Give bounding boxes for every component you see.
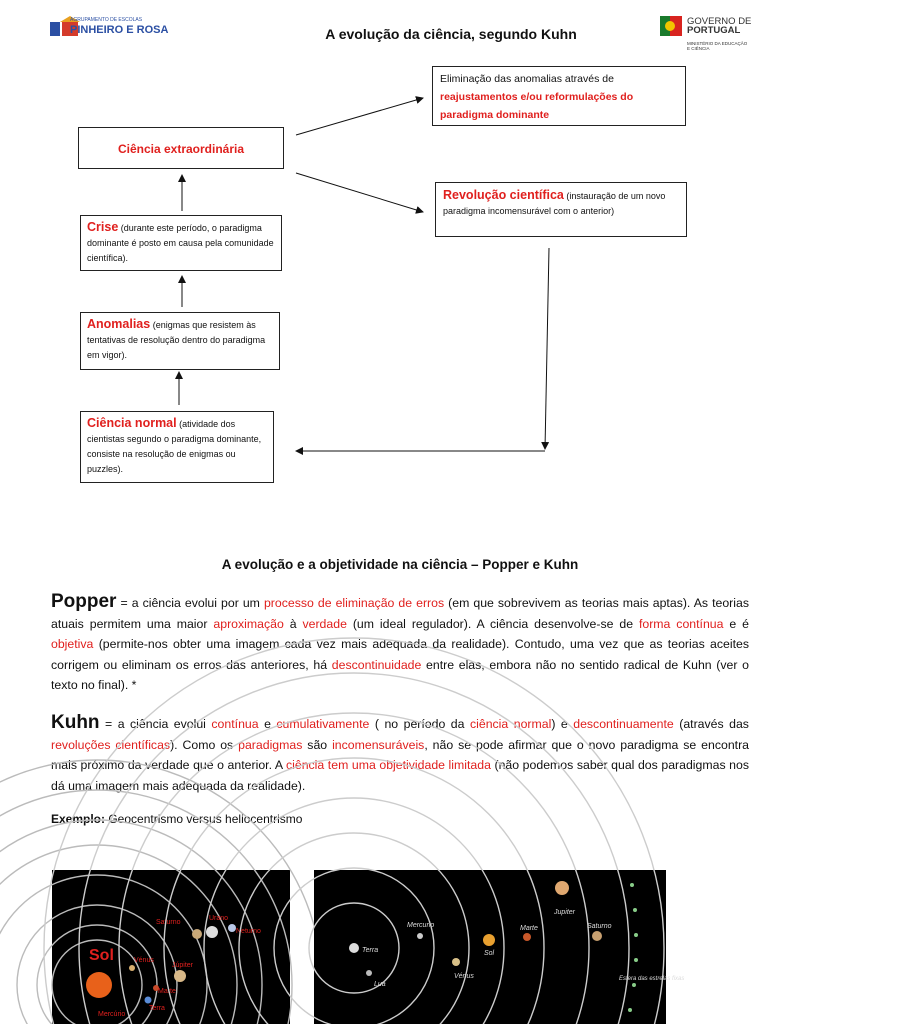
- kuhn-red-2: cumulativamente: [276, 717, 370, 731]
- kuhn-text-7: são: [302, 737, 333, 752]
- box-crise: [80, 215, 282, 271]
- venus-icon: [452, 958, 460, 966]
- popper-text-5: e é: [723, 616, 749, 631]
- label-mercurio-geo: Mercurio: [407, 922, 435, 929]
- box-ciencia-normal: [80, 411, 274, 483]
- popper-text-7: entre elas, embora não no sentido radical de Kuhn (ver o texto no final). *: [51, 657, 750, 692]
- kuhn-text-9: (não podemos saber qual dos paradigmas nos dá uma imagem mais adequada da realidade).: [51, 758, 750, 793]
- popper-red-6: descontinuidade: [331, 657, 422, 672]
- moon-icon: [366, 970, 372, 976]
- kuhn-red-1: contínua: [211, 717, 259, 731]
- planet-saturno-icon: [192, 929, 202, 939]
- popper-red-1: processo de eliminação de erros: [263, 596, 445, 610]
- gov-line1: GOVERNO DE: [687, 16, 752, 27]
- gov-sub1: MINISTÉRIO DA EDUCAÇÃO: [687, 41, 748, 46]
- planet-neturno-icon: [228, 924, 236, 932]
- kuhn-text-8: , não se pode afirmar que o novo paradigma se encontra mais próximo da verdade que o anterior. A: [51, 737, 750, 772]
- planet-venus-icon: [129, 965, 135, 971]
- school-name: PINHEIRO E ROSA: [70, 24, 169, 36]
- exemplo-text: Geocentrismo versus heliocentrismo: [105, 812, 303, 826]
- label-ciencia-extraordinaria: Ciência extraordinária: [117, 142, 245, 156]
- label-saturno-geo: Saturno: [587, 923, 612, 930]
- kuhn-red-6: paradigmas: [238, 737, 303, 752]
- label-marte-geo: Marte: [520, 925, 538, 932]
- popper-red-5: objetiva: [51, 637, 94, 651]
- text-eliminacao-red: reajustamentos e/ou reformulações do paradigma dominante: [440, 91, 634, 121]
- page-title: A evolução da ciência, segundo Kuhn: [325, 26, 577, 42]
- kuhn-text-5: (através das: [673, 717, 749, 731]
- box-anomalias: [80, 312, 280, 370]
- label-saturno: Saturno: [156, 919, 181, 926]
- planet-urano-icon: [206, 926, 218, 938]
- planet-terra-icon: [145, 997, 152, 1004]
- arrow-extra-revol: [296, 173, 423, 212]
- label-crise: Crise: [87, 220, 119, 234]
- desc-anomalias: (enigmas que resistem às tentativas de resolução dentro do paradigma em vigor).: [87, 320, 266, 360]
- kuhn-text-3: ( no período da: [369, 717, 470, 731]
- kuhn-text-6: ). Como os: [170, 737, 239, 752]
- mars-icon: [523, 933, 531, 941]
- label-esfera: Esfera das estrelas fixas: [619, 976, 685, 982]
- desc-crise: (durante este período, o paradigma dominante é posto em causa pela comunidade científica).: [87, 223, 274, 263]
- kuhn-text-4: ) e: [551, 717, 574, 731]
- label-venus: Vénus: [134, 957, 154, 964]
- box-eliminacao: [432, 66, 686, 126]
- sun-icon: [86, 972, 112, 998]
- earth-icon: [349, 943, 359, 953]
- kuhn-red-5: revoluções científicas: [51, 737, 171, 752]
- kuhn-red-7: incomensuráveis: [332, 737, 425, 752]
- label-terra-geo: Terra: [362, 947, 379, 954]
- planet-jupiter-icon: [174, 970, 186, 982]
- label-terra: Terra: [149, 1005, 165, 1012]
- label-jupiter: Júpiter: [172, 962, 194, 969]
- label-anomalias: Anomalias: [87, 317, 151, 331]
- kuhn-name: Kuhn: [51, 712, 100, 733]
- gov-line2: PORTUGAL: [687, 25, 741, 36]
- label-jupiter-geo: Jupiter: [554, 909, 576, 916]
- label-mercurio: Mercúrio: [98, 1011, 126, 1018]
- exemplo-label: Exemplo:: [51, 812, 106, 826]
- geocentric-image: [314, 870, 685, 1024]
- label-venus-geo: Vénus: [454, 973, 474, 980]
- gov-sub2: E CIÊNCIA: [687, 46, 710, 51]
- popper-text-1: = a ciência evolui por um: [116, 596, 264, 610]
- section-title: A evolução e a objetividade na ciência – Popper e Kuhn: [221, 557, 579, 572]
- box-ciencia-extraordinaria: [78, 127, 284, 169]
- popper-paragraph: [51, 592, 749, 696]
- text-eliminacao: Eliminação das anomalias através de: [440, 73, 614, 85]
- popper-text-2: (em que sobrevivem as teorias mais aptas). As teorias atuais permitem uma maior: [51, 596, 749, 631]
- kuhn-text-2: e: [258, 717, 277, 731]
- label-lua: Lua: [374, 981, 386, 988]
- label-neturno: Neturno: [236, 928, 261, 935]
- mercury-icon: [417, 933, 423, 939]
- label-marte: Marte: [158, 988, 176, 995]
- popper-red-2: aproximação: [213, 616, 284, 631]
- popper-red-3: verdade: [302, 616, 347, 631]
- kuhn-red-3: ciência normal: [469, 717, 552, 731]
- jupiter-icon-geo: [555, 881, 569, 895]
- arrow-extra-elim: [296, 98, 423, 135]
- school-name-small: AGRUPAMENTO DE ESCOLAS: [70, 17, 143, 23]
- kuhn-paragraph: [51, 713, 749, 796]
- kuhn-text-1: = a ciência evolui: [99, 717, 212, 731]
- popper-name: Popper: [51, 591, 117, 612]
- box-revolucao: [435, 182, 687, 237]
- desc-ciencia-normal: (atividade dos cientistas segundo o paradigma dominante, consiste na resolução de enigmas ou puzzles).: [87, 419, 262, 474]
- arrow-revol-down: [545, 248, 549, 449]
- sun-icon-geo: [483, 934, 495, 946]
- saturn-icon-geo: [592, 931, 602, 941]
- label-urano: Urano: [209, 915, 229, 922]
- popper-text-6: (permite-nos obter uma imagem cada vez mais adequada da realidade). Contudo, uma vez que as teorias aceites corrigem ou eliminam os erros das anteriores, há: [51, 637, 749, 672]
- kuhn-red-4: descontinuamente: [573, 717, 674, 731]
- label-revolucao: Revolução científica: [443, 188, 564, 202]
- popper-red-4: forma contínua: [638, 616, 724, 631]
- popper-text-3: à: [283, 616, 303, 631]
- label-sol: Sol: [89, 947, 114, 964]
- exemplo-line: [51, 812, 302, 826]
- kuhn-red-8: ciência tem uma objetividade limitada: [285, 758, 491, 772]
- desc-revolucao: (instauração de um novo paradigma incomensurável com o anterior): [443, 191, 666, 216]
- label-sol-geo: Sol: [484, 950, 495, 957]
- popper-text-4: (um ideal regulador). A ciência desenvolve-se de: [346, 616, 639, 631]
- label-ciencia-normal: Ciência normal: [87, 416, 177, 430]
